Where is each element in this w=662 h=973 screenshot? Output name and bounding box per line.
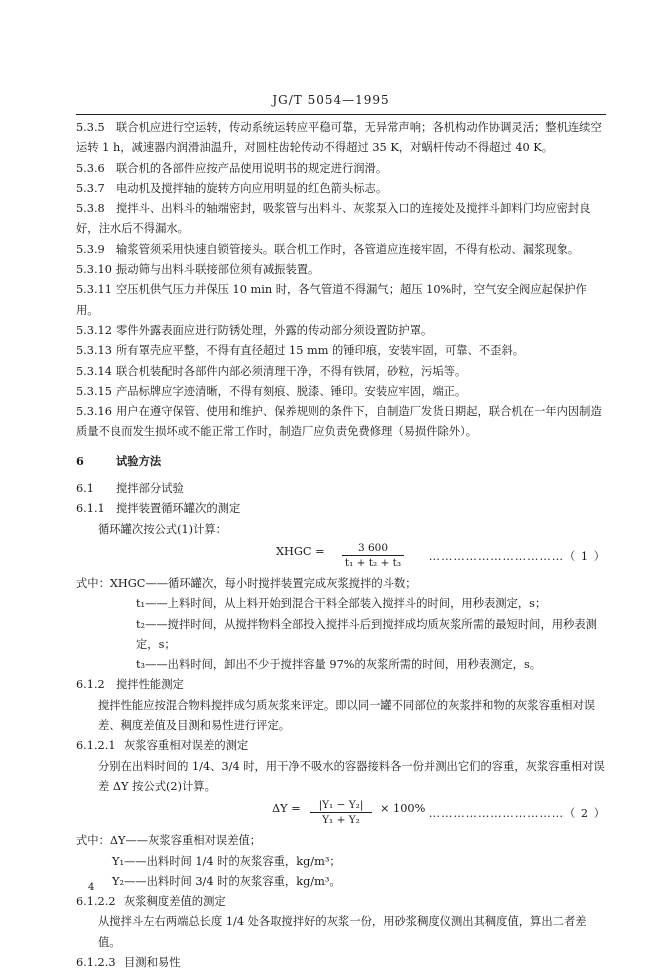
clause-number: 5.3.10 — [76, 263, 112, 277]
definition-text: 上料时间，从上料开始到混合干料全部装入搅拌斗的时间，用秒表测定，s； — [167, 597, 547, 611]
definition-symbol: 式中：ΔY—— — [76, 834, 149, 848]
clause-item — [76, 321, 606, 341]
section-6-1-1-intro: 循环罐次按公式(1)计算： — [98, 522, 227, 536]
clause-item — [76, 240, 606, 260]
formula-2-fraction — [310, 799, 372, 827]
section-6-heading: 6 试验方法 — [76, 453, 162, 468]
formula-1-numerator: 3 600 — [342, 542, 404, 556]
section-6-1-2-3-heading: 6.1.2.3 目测和易性 — [76, 955, 181, 969]
definition-row — [76, 872, 606, 892]
formula-1-lhs: XHGC = — [276, 544, 325, 558]
section-6-1-2-1-heading: 6.1.2.1 灰浆容重相对误差的测定 — [76, 739, 249, 753]
clause-item — [76, 362, 606, 382]
clause-number: 5.3.8 — [76, 202, 105, 216]
section-6-1-heading: 6.1 搅拌部分试验 — [76, 482, 184, 496]
definition-row — [76, 852, 606, 872]
formula-2-numerator: |Y₁ − Y₂| — [310, 799, 372, 813]
clause-number: 5.3.13 — [76, 344, 112, 358]
clause-item — [76, 382, 606, 402]
section-6-1-1-heading: 6.1.1 搅拌装置循环罐次的测定 — [76, 502, 241, 516]
definition-text: 搅拌时间，从搅拌物料全部投入搅拌斗后到搅拌成均质灰浆所需的最短时间，用秒表测定，s； — [136, 617, 597, 651]
section-6-1-2-2-text: 从搅拌斗左右两端总长度 1/4 处各取搅拌好的灰浆一份，用砂浆稠度仪测出其稠度值，算出二者差值。 — [98, 915, 587, 949]
page-content — [76, 118, 606, 973]
definition-symbol: t₂—— — [136, 617, 168, 631]
clause-text: 产品标牌应字迹清晰，不得有刻痕、脱漆、锤印。安装应牢固，端正。 — [116, 384, 467, 398]
clause-text: 振动筛与出料斗联接部位须有减振装置。 — [116, 263, 320, 277]
definition-symbol: Y₂—— — [112, 874, 147, 888]
definition-symbol: t₁—— — [136, 597, 168, 611]
definition-text: 出料时间，卸出不少于搅拌容量 97%的灰浆所需的时间，用秒表测定，s。 — [167, 658, 542, 672]
section-6-1-2-heading: 6.1.2 搅拌性能测定 — [76, 678, 184, 692]
clause-number: 5.3.16 — [76, 405, 112, 419]
section-6-1-2-1-text: 分别在出料时间的 1/4、3/4 时，用干净不吸水的容器接料各一份并测出它们的容重，灰浆容重相对误差 ΔY 按公式(2)计算。 — [98, 759, 605, 793]
formula-2-denominator: Y₁ + Y₂ — [322, 814, 360, 827]
definition-row — [76, 574, 606, 594]
formula-1-denominator: t₁ + t₂ + t₃ — [344, 556, 402, 569]
clause-number: 5.3.7 — [76, 181, 105, 195]
page-header: JG/T 5054—1995 — [272, 93, 390, 107]
clause-text: 联合机装配时各部件内部必须清理干净，不得有铁屑，砂粒，污垢等。 — [116, 364, 467, 378]
definition-text: 循环罐次，每小时搅拌装置完成灰浆搅拌的斗数； — [168, 576, 417, 590]
definition-symbol: Y₁—— — [112, 854, 147, 868]
header-rule — [76, 114, 606, 115]
formula-2-number: ……………………………（ 2 ） — [428, 807, 606, 821]
page-number: 4 — [88, 882, 95, 893]
formula-2-tail: × 100% — [380, 802, 426, 816]
clause-number: 5.3.9 — [76, 242, 105, 256]
clause-item — [76, 179, 606, 199]
clause-text: 搅拌斗、出料斗的轴端密封，吸浆管与出料斗、灰浆泵入口的连接处及搅拌斗卸料门均应密封良好，注水后不得漏水。 — [76, 202, 591, 236]
section-6-1-2-2-heading: 6.1.2.2 灰浆稠度差值的测定 — [76, 895, 226, 909]
clause-item — [76, 118, 606, 159]
clause-text: 联合机的各部件应按产品使用说明书的规定进行润滑。 — [116, 161, 388, 175]
formula-2-lhs: ΔY = — [272, 802, 301, 816]
clause-text: 输浆管须采用快速自锁管接头。联合机工作时，各管道应连接牢固，不得有松动、漏浆现象。 — [116, 242, 580, 256]
definition-symbol: 式中：XHGC—— — [76, 576, 169, 590]
clause-item — [76, 159, 606, 179]
clause-item — [76, 341, 606, 361]
formula-2-definitions — [76, 831, 606, 892]
clause-text: 电动机及搅拌轴的旋转方向应用明显的红色箭头标志。 — [116, 181, 388, 195]
clause-item — [76, 260, 606, 280]
clause-text: 联合机应进行空运转，传动系统运转应平稳可靠，无异常声响；各机构动作协调灵活；整机连续空运转 1 h，减速器内润滑油温升，对圆柱齿轮传动不得超过 35 K，对蜗杆传动不得超过 40 K。 — [76, 121, 602, 155]
formula-1 — [76, 542, 606, 572]
definition-text: 灰浆容重相对误差值； — [148, 834, 262, 848]
formula-1-fraction — [342, 542, 404, 570]
definition-row — [76, 831, 606, 851]
clause-text: 所有罩壳应平整，不得有直径超过 15 mm 的锤印痕，安装牢固，可靠、不歪斜。 — [116, 344, 525, 358]
formula-1-number: ……………………………（ 1 ） — [428, 549, 606, 563]
clause-item — [76, 199, 606, 240]
definition-row — [76, 594, 606, 614]
clause-item — [76, 280, 606, 321]
definition-text: 出料时间 1/4 时的灰浆容重，kg/m³； — [146, 854, 341, 868]
formula-1-definitions — [76, 574, 606, 675]
definition-text: 出料时间 3/4 时的灰浆容重，kg/m³。 — [146, 874, 341, 888]
clause-number: 5.3.5 — [76, 121, 105, 134]
definition-row — [76, 655, 606, 675]
clause-list — [76, 118, 606, 443]
clause-number: 5.3.15 — [76, 384, 112, 398]
clause-text: 空压机供气压力并保压 10 min 时，各气管道不得漏气；超压 10%时，空气安全阀应起保护作用。 — [76, 283, 587, 317]
clause-number: 5.3.6 — [76, 161, 105, 175]
clause-text: 用户在遵守保管、使用和维护、保养规则的条件下，自制造厂发货日期起，联合机在一年内因制造质量不良而发生损坏或不能正常工作时，制造厂应负责免费修理（易损件除外）。 — [76, 405, 602, 439]
clause-number: 5.3.11 — [76, 283, 112, 297]
section-6-1-2-text: 搅拌性能应按混合物料搅拌成匀质灰浆来评定。即以同一罐不同部位的灰浆拌和物的灰浆容重相对误差、稠度差值及目测和易性进行评定。 — [98, 698, 596, 733]
formula-2 — [76, 799, 606, 829]
clause-item — [76, 402, 606, 443]
clause-number: 5.3.14 — [76, 364, 112, 378]
clause-number: 5.3.12 — [76, 323, 112, 337]
definition-row — [76, 615, 606, 656]
definition-symbol: t₃—— — [136, 658, 168, 672]
clause-text: 零件外露表面应进行防锈处理，外露的传动部分须设置防护罩。 — [116, 323, 433, 337]
